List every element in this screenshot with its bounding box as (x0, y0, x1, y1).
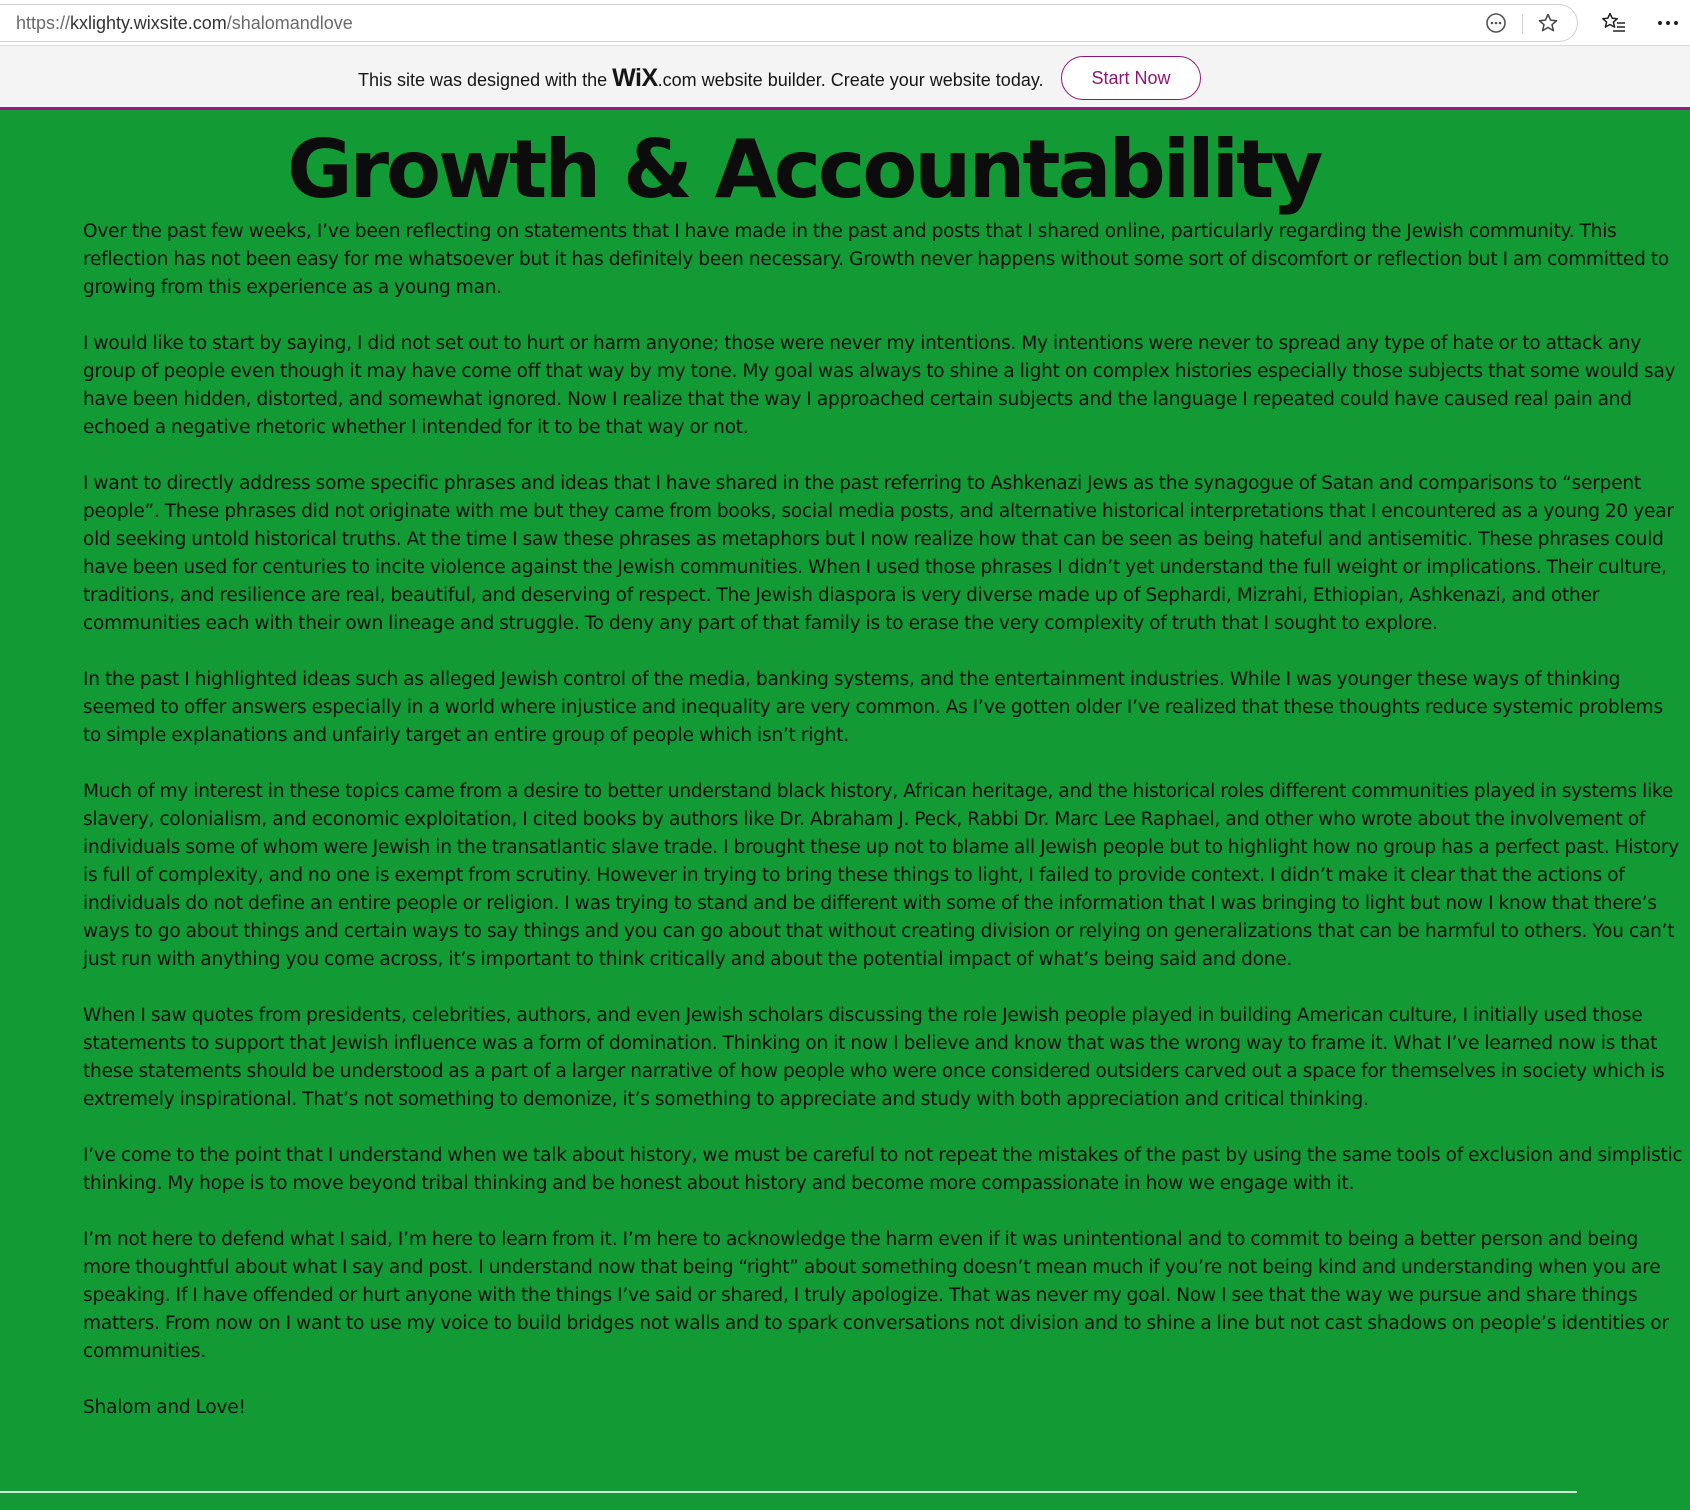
banner-prefix: This site was designed with the (358, 70, 613, 90)
address-bar[interactable] (0, 4, 1578, 42)
paragraph: I’m not here to defend what I said, I’m here to learn from it. I’m here to acknowledge the harm even if it was unintentional and to commit to being a better person and being more thoughtful about what I say and post. I understand now that being “right” about something doesn’t mean much if you’re not being kind and understanding when you are speaking. If I have offended or hurt anyone with the things I’ve said or shared, I truly apologize. That was never my goal. Now I see that the way we pursue and share things matters. From now on I want to use my voice to build bridges not walls and to spark conversations not division and to shine a line but not cast shadows on people’s identities or communities. (83, 1229, 1669, 1362)
article-body (83, 218, 1683, 1450)
wix-logo[interactable]: WiX (612, 64, 658, 92)
sign-off: Shalom and Love! (83, 1397, 246, 1418)
address-divider (1522, 14, 1523, 34)
wix-logo-suffix: .com (657, 70, 697, 90)
wix-promo-banner (0, 46, 1690, 110)
url-host: kxlighty.wixsite.com (70, 13, 227, 33)
paragraph: I’ve come to the point that I understand when we talk about history, we must be careful to not repeat the mistakes of the past by using the same tools of exclusion and simplistic thinking. My hope is to move beyond tribal thinking and be honest about history and become more compassionate in how we engage with it. (83, 1145, 1683, 1194)
paragraph: Much of my interest in these topics came from a desire to better understand black history, African heritage, and the historical roles different communities played in systems like slavery, colonialism, and economic exploitation, I cited books by authors like Dr. Abraham J. Peck, Rabbi Dr. Marc Lee Raphael, and other who wrote about the involvement of individuals some of whom were Jewish in the transatlantic slave trade. I brought these up not to blame all Jewish people but to highlight how no group has a perfect past. History is full of complexity, and no one is exempt from scrutiny. However in trying to bring these things to light, I failed to provide context. I didn’t make it clear that the actions of individuals do not define an entire people or religion. I was trying to stand and be different with some of the information that I was bringing to light but now I know that there’s ways to go about things and certain ways to say things and you can go about that without creating division or relying on generalizations that can be harmful to others. You can’t just run with anything you come across, it’s important to think critically and about the potential impact of what’s being said and done. (83, 781, 1679, 970)
start-now-button[interactable]: Start Now (1061, 56, 1201, 100)
page-title: Growth & Accountability (287, 123, 1321, 216)
paragraph: I would like to start by saying, I did not set out to hurt or harm anyone; those were never my intentions. My intentions were never to spread any type of hate or to attack any group of people even though it may have come off that way by my tone. My goal was always to shine a light on complex histories especially those subjects that some would say have been hidden, distorted, and somewhat ignored. Now I realize that the way I approached certain subjects and the language I repeated could have caused real pain and echoed a negative rhetoric whether I intended for it to be that way or not. (83, 333, 1676, 438)
browser-toolbar (0, 0, 1690, 46)
url-protocol: https:// (16, 13, 71, 33)
url-text[interactable] (16, 5, 353, 41)
paragraph: I want to directly address some specific phrases and ideas that I have shared in the past referring to Ashkenazi Jews as the synagogue of Satan and comparisons to “serpent people”. These phrases did not originate with me but they came from books, social media posts, and alternative historical interpretations that I encountered as a young 20 year old seeking untold historical truths. At the time I saw these phrases as metaphors but I now realize how that can be seen as being hateful and antisemitic. These phrases could have been used for centuries to incite violence against the Jewish communities. When I used those phrases I didn’t yet understand the full weight or implications. Their culture, traditions, and resilience are real, beautiful, and deserving of respect. The Jewish diaspora is very diverse made up of Sephardi, Mizrahi, Ethiopian, Ashkenazi, and other communities each with their own lineage and struggle. To deny any part of that family is to erase the very complexity of truth that I sought to explore. (83, 473, 1674, 634)
paragraph: In the past I highlighted ideas such as alleged Jewish control of the media, banking systems, and the entertainment industries. While I was younger these ways of thinking seemed to offer answers especially in a world where injustice and inequality are very common. As I’ve gotten older I’ve realized that these thoughts reduce systemic problems to simple explanations and unfairly target an entire group of people which isn’t right. (83, 669, 1663, 746)
url-path: /shalomandlove (226, 13, 353, 33)
more-options-icon[interactable] (1649, 4, 1687, 42)
paragraph: When I saw quotes from presidents, celebrities, authors, and even Jewish scholars discussing the role Jewish people played in building American culture, I initially used those statements to support that Jewish influence was a form of domination. Thinking on it now I believe and know that was the wrong way to frame it. What I’ve learned now is that these statements should be understood as a part of a larger narrative of how people who were once considered outsiders carved out a space for themselves in society which is extremely inspirational. That’s not something to demonize, it’s something to appreciate and study with both appreciation and critical thinking. (83, 1005, 1665, 1110)
banner-text (358, 46, 1044, 112)
banner-suffix: website builder. Create your website today. (696, 70, 1044, 90)
paragraph: Over the past few weeks, I’ve been reflecting on statements that I have made in the past and posts that I shared online, particularly regarding the Jewish community. This reflection has not been easy for me whatsoever but it has definitely been necessary. Growth never happens without some sort of discomfort or reflection but I am committed to growing from this experience as a young man. (83, 221, 1670, 298)
favorite-star-icon[interactable] (1530, 5, 1566, 41)
footer-divider (0, 1491, 1577, 1493)
reader-options-icon[interactable] (1478, 5, 1514, 41)
favorites-list-icon[interactable] (1595, 4, 1633, 42)
